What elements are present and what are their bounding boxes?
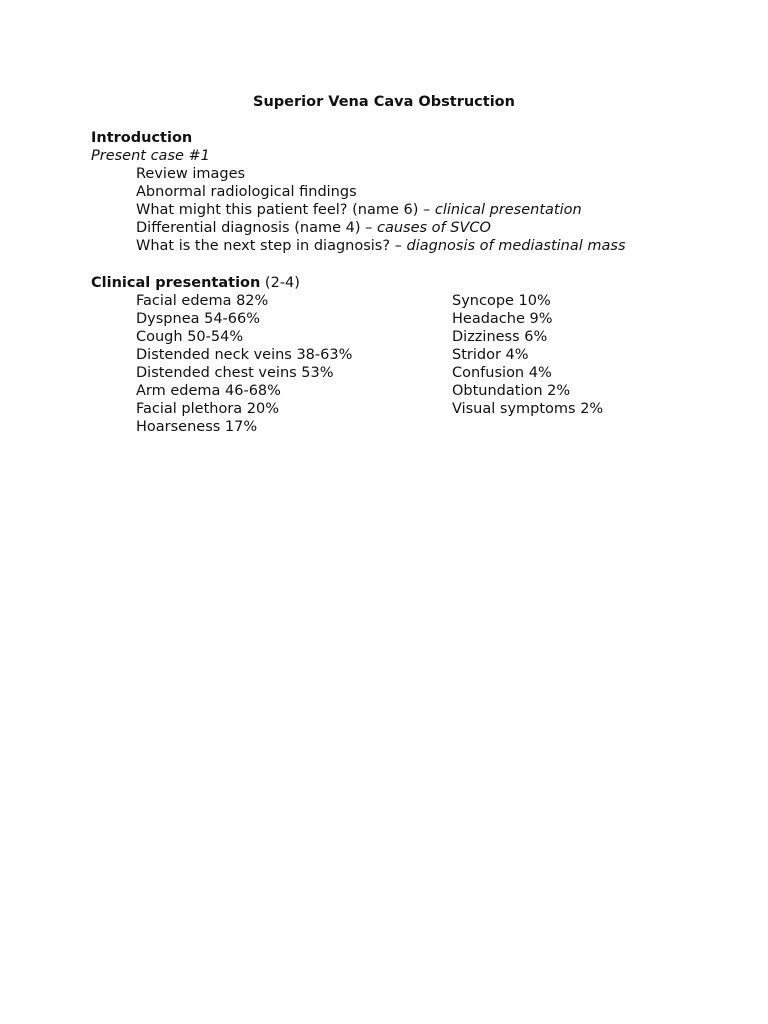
clinical-presentation-note: (2-4): [260, 275, 300, 291]
present-case-label: Present case #1: [91, 148, 210, 164]
symptom-item: Obtundation 2%: [452, 383, 571, 399]
intro-item: [136, 165, 245, 183]
symptom-item: Visual symptoms 2%: [452, 401, 604, 417]
intro-item-suffix: clinical presentation: [434, 202, 582, 218]
intro-item-text: What is the next step in diagnosis? –: [136, 238, 407, 254]
intro-item: [136, 219, 491, 237]
symptom-item: Stridor 4%: [452, 347, 529, 363]
symptom-item: Dyspnea 54-66%: [136, 311, 261, 327]
symptom-item: Syncope 10%: [452, 293, 551, 309]
symptom-item: Dizziness 6%: [452, 329, 548, 345]
clinical-presentation-title: Clinical presentation: [91, 275, 261, 291]
document-title: Superior Vena Cava Obstruction: [253, 94, 515, 110]
symptom-item: Hoarseness 17%: [136, 419, 258, 435]
intro-item-text: Abnormal radiological findings: [136, 184, 357, 200]
symptom-item: Facial edema 82%: [136, 293, 269, 309]
intro-item-text: What might this patient feel? (name 6) –: [136, 202, 435, 218]
symptom-item: Cough 50-54%: [136, 329, 244, 345]
intro-item: [136, 201, 582, 219]
symptom-item: Headache 9%: [452, 311, 553, 327]
intro-item-text: Differential diagnosis (name 4) –: [136, 220, 377, 236]
intro-item-text: Review images: [136, 166, 246, 182]
intro-item: [136, 237, 626, 255]
symptom-item: Distended chest veins 53%: [136, 365, 334, 381]
symptom-item: Distended neck veins 38-63%: [136, 347, 353, 363]
intro-item: [136, 183, 357, 201]
intro-item-suffix: causes of SVCO: [376, 220, 491, 236]
intro-item-suffix: diagnosis of mediastinal mass: [406, 238, 626, 254]
introduction-heading: Introduction: [91, 130, 193, 146]
symptom-item: Arm edema 46-68%: [136, 383, 281, 399]
symptom-item: Facial plethora 20%: [136, 401, 280, 417]
clinical-presentation-heading: [91, 274, 300, 292]
symptom-item: Confusion 4%: [452, 365, 552, 381]
